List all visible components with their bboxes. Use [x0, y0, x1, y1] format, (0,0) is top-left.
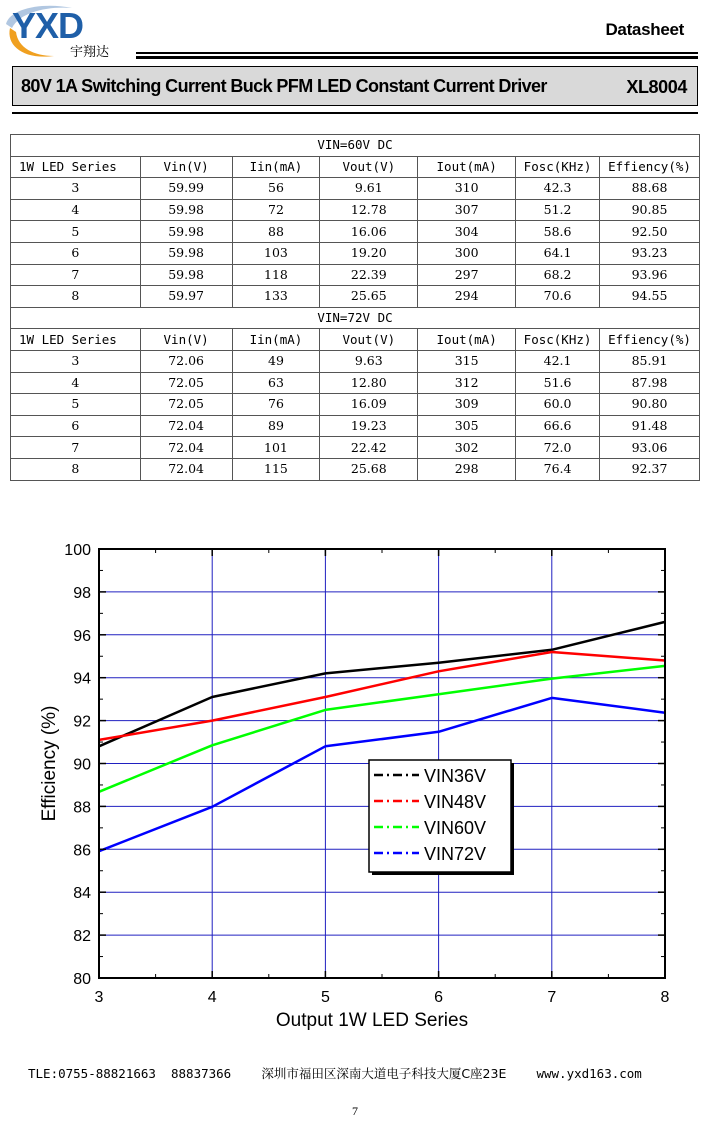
table-cell: 25.65 [320, 286, 418, 308]
table-cell: 8 [11, 458, 141, 480]
footer-address: 深圳市福田区深南大道电子科技大厦C座23E [261, 1066, 507, 1081]
table-cell: 4 [11, 199, 141, 221]
table-cell: 87.98 [600, 372, 700, 394]
table-cell: 93.23 [600, 242, 700, 264]
table-header-row [11, 329, 700, 351]
table-cell: 59.99 [140, 178, 232, 200]
table-cell: 64.1 [516, 242, 600, 264]
table-cell: 8 [11, 286, 141, 308]
table-header-cell: Effiency(%) [600, 329, 700, 351]
x-tick-label: 7 [547, 989, 557, 1006]
table-condition-row [11, 307, 700, 329]
table-cell: 72.05 [140, 394, 232, 416]
table-header-cell: 1W LED Series [11, 156, 141, 178]
y-tick-label: 98 [73, 584, 91, 602]
table-row [11, 372, 700, 394]
table-row [11, 242, 700, 264]
table-cell: 90.80 [600, 394, 700, 416]
x-tick-label: 6 [434, 989, 444, 1006]
table-cell: 60.0 [516, 394, 600, 416]
y-tick-label: 90 [73, 756, 91, 774]
table-cell: 49 [232, 350, 320, 372]
table-cell: 307 [418, 199, 516, 221]
table-cell: 72.0 [516, 437, 600, 459]
table-cell: 91.48 [600, 415, 700, 437]
table-cell: 72.05 [140, 372, 232, 394]
table-header-cell: Iout(mA) [418, 156, 516, 178]
table-cell: 58.6 [516, 221, 600, 243]
table-row [11, 458, 700, 480]
title-underline [12, 112, 698, 114]
table-cell: 92.50 [600, 221, 700, 243]
table-cell: 56 [232, 178, 320, 200]
table-header-cell: Iout(mA) [418, 329, 516, 351]
table-cell: 22.42 [320, 437, 418, 459]
x-tick-label: 5 [320, 989, 330, 1006]
table-cell: 72.04 [140, 458, 232, 480]
table-cell: 51.2 [516, 199, 600, 221]
logo-cn-text: 宇翔达 [70, 45, 110, 60]
table-row [11, 350, 700, 372]
y-tick-label: 80 [73, 971, 91, 988]
logo-text: YXD [12, 5, 84, 46]
table-cell: 298 [418, 458, 516, 480]
y-tick-label: 88 [73, 799, 91, 817]
table-cell: 51.6 [516, 372, 600, 394]
y-tick-label: 94 [73, 670, 91, 688]
table-cell: 16.09 [320, 394, 418, 416]
table-row [11, 415, 700, 437]
table-cell: 94.55 [600, 286, 700, 308]
table-cell: 92.37 [600, 458, 700, 480]
table-cell: 304 [418, 221, 516, 243]
title-bar [12, 66, 698, 106]
table-cell: 76 [232, 394, 320, 416]
table-cell: 22.39 [320, 264, 418, 286]
table-cell: 59.98 [140, 221, 232, 243]
legend-label: VIN36V [424, 766, 487, 786]
table-cell: 315 [418, 350, 516, 372]
table-header-cell: Iin(mA) [232, 329, 320, 351]
y-tick-label: 86 [73, 842, 91, 860]
table-cell: 88 [232, 221, 320, 243]
table-cell: 3 [11, 178, 141, 200]
table-row [11, 394, 700, 416]
table-header-cell: Fosc(KHz) [516, 156, 600, 178]
table-cell: 59.98 [140, 264, 232, 286]
y-tick-label: 82 [73, 928, 91, 946]
x-tick-label: 8 [660, 989, 670, 1006]
table-cell: 59.98 [140, 199, 232, 221]
table-cell: 70.6 [516, 286, 600, 308]
x-tick-label: 3 [94, 989, 104, 1006]
table-cell: 89 [232, 415, 320, 437]
table-cell: 103 [232, 242, 320, 264]
table-cell: 59.97 [140, 286, 232, 308]
doc-type-label: Datasheet [605, 20, 684, 39]
y-tick-label: 92 [73, 713, 91, 731]
table-cell: 6 [11, 242, 141, 264]
table-cell: 16.06 [320, 221, 418, 243]
table-cell: 9.63 [320, 350, 418, 372]
table-cell: 302 [418, 437, 516, 459]
table-cell: 93.06 [600, 437, 700, 459]
table-cell: 25.68 [320, 458, 418, 480]
table-cell: 93.96 [600, 264, 700, 286]
table-condition: VIN=72V DC [11, 307, 700, 329]
y-tick-label: 96 [73, 627, 91, 645]
table-header-cell: Vout(V) [320, 329, 418, 351]
table-cell: 42.3 [516, 178, 600, 200]
table-cell: 300 [418, 242, 516, 264]
table-cell: 88.68 [600, 178, 700, 200]
legend-label: VIN72V [424, 844, 487, 864]
table-header-cell: Vin(V) [140, 329, 232, 351]
table-row [11, 264, 700, 286]
table-cell: 12.80 [320, 372, 418, 394]
table-cell: 63 [232, 372, 320, 394]
table-cell: 133 [232, 286, 320, 308]
table-cell: 19.20 [320, 242, 418, 264]
table-cell: 5 [11, 221, 141, 243]
x-tick-label: 4 [207, 989, 217, 1006]
table-header-cell: Effiency(%) [600, 156, 700, 178]
y-axis-label: Efficiency (%) [39, 705, 60, 822]
footer-phone: TLE:0755-88821663 88837366 [28, 1066, 232, 1081]
table-cell: 19.23 [320, 415, 418, 437]
table-cell: 118 [232, 264, 320, 286]
table-row [11, 221, 700, 243]
table-cell: 9.61 [320, 178, 418, 200]
table-cell: 72.06 [140, 350, 232, 372]
table-cell: 294 [418, 286, 516, 308]
y-tick-label: 100 [64, 542, 91, 559]
table-header-cell: Vin(V) [140, 156, 232, 178]
table-condition-row [11, 135, 700, 157]
table-cell: 72 [232, 199, 320, 221]
efficiency-chart [0, 530, 710, 1040]
legend-label: VIN48V [424, 792, 487, 812]
table-cell: 85.91 [600, 350, 700, 372]
table-cell: 115 [232, 458, 320, 480]
table-header-row [11, 156, 700, 178]
table-cell: 7 [11, 437, 141, 459]
table-condition: VIN=60V DC [11, 135, 700, 157]
table-cell: 4 [11, 372, 141, 394]
table-cell: 76.4 [516, 458, 600, 480]
table-row [11, 437, 700, 459]
table-cell: 312 [418, 372, 516, 394]
footer [28, 1064, 642, 1082]
header-rule-thick [136, 56, 698, 59]
table-cell: 297 [418, 264, 516, 286]
table-cell: 72.04 [140, 437, 232, 459]
table-header-cell: Iin(mA) [232, 156, 320, 178]
table-cell: 3 [11, 350, 141, 372]
part-number: XL8004 [626, 77, 687, 97]
table-header-cell: Fosc(KHz) [516, 329, 600, 351]
table-row [11, 178, 700, 200]
x-axis-label: Output 1W LED Series [275, 1010, 469, 1031]
header-rule [136, 52, 698, 54]
efficiency-table [10, 134, 700, 481]
table-header-cell: Vout(V) [320, 156, 418, 178]
table-cell: 5 [11, 394, 141, 416]
page-number: 7 [352, 1104, 358, 1118]
table-cell: 72.04 [140, 415, 232, 437]
table-cell: 66.6 [516, 415, 600, 437]
yxd-logo [4, 2, 140, 60]
table-cell: 7 [11, 264, 141, 286]
table-cell: 310 [418, 178, 516, 200]
y-tick-label: 84 [73, 885, 91, 903]
table-cell: 101 [232, 437, 320, 459]
table-cell: 12.78 [320, 199, 418, 221]
table-cell: 90.85 [600, 199, 700, 221]
table-cell: 309 [418, 394, 516, 416]
table-cell: 6 [11, 415, 141, 437]
table-cell: 305 [418, 415, 516, 437]
footer-website: www.yxd163.com [536, 1066, 642, 1081]
table-cell: 68.2 [516, 264, 600, 286]
table-row [11, 286, 700, 308]
legend-label: VIN60V [424, 818, 487, 838]
document-title: 80V 1A Switching Current Buck PFM LED Constant Current Driver [21, 76, 547, 96]
table-header-cell: 1W LED Series [11, 329, 141, 351]
table-cell: 42.1 [516, 350, 600, 372]
table-row [11, 199, 700, 221]
table-cell: 59.98 [140, 242, 232, 264]
